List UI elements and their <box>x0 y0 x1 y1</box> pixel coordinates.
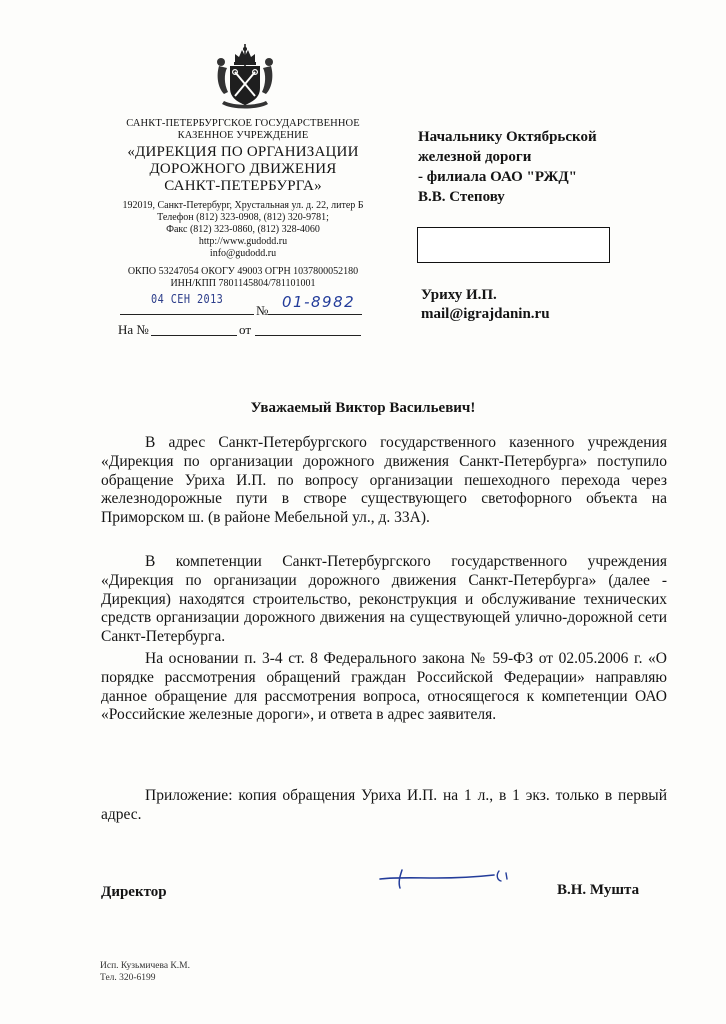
org-name-line2: ДОРОЖНОГО ДВИЖЕНИЯ <box>149 161 337 177</box>
body-paragraph-2: В компетенции Санкт-Петербургского государственного учреждения «Дирекция по организации дорожного движения Санкт-Петербурга» (далее - Дирекция) находятся строительство, реконструкция и обслуживание технических средств организации дорожного движения на существующей улично-дорожной сети Санкт-Петербурга. <box>101 553 667 646</box>
number-label: № <box>256 303 269 318</box>
handwritten-signature <box>376 862 516 890</box>
reply-number-underline <box>151 335 237 336</box>
signatory-name: В.Н. Мушта <box>557 882 640 898</box>
org-codes-line2: ИНН/КПП 7801145804/781101001 <box>170 278 316 289</box>
addressee-line4: В.В. Степову <box>418 189 505 205</box>
copy-recipient-name: Уриху И.П. <box>421 287 497 303</box>
org-name-line3: САНКТ-ПЕТЕРБУРГА» <box>164 178 322 194</box>
addressee-line2: железной дороги <box>418 149 532 165</box>
org-phone: Телефон (812) 323-0908, (812) 320-9781; <box>157 212 329 223</box>
body-paragraph-1: В адрес Санкт-Петербургского государственного казенного учреждения «Дирекция по организации дорожного движения Санкт-Петербурга» поступило обращение Уриха И.П. по вопросу организации пешеходного перехода через железнодорожные пути в створе существующего светофорного объекта на Приморском ш. (в районе Мебельной ул., д. 33А). <box>101 434 667 527</box>
org-address: 192019, Санкт-Петербург, Хрустальная ул. д. 22, литер Б <box>122 200 364 211</box>
redacted-box <box>417 227 610 263</box>
salutation: Уважаемый Виктор Васильевич! <box>250 400 476 416</box>
reply-number-label: На № <box>118 322 149 337</box>
date-underline <box>120 314 254 315</box>
body-paragraph-3: На основании п. 3-4 ст. 8 Федерального закона № 59-ФЗ от 02.05.2006 г. «О порядке рассмотрения обращений граждан Российской Федерации» направляю данное обращение для рассмотрения вопроса, относящегося к компетенции ОАО «Российские железные дороги», и ответа в адрес заявителя. <box>101 650 667 724</box>
number-underline <box>268 314 362 315</box>
org-email: info@gudodd.ru <box>209 248 277 259</box>
signatory-title: Директор <box>101 884 167 900</box>
reply-from-label: от <box>239 322 252 337</box>
org-name-line1: «ДИРЕКЦИЯ ПО ОРГАНИЗАЦИИ <box>127 144 359 160</box>
org-type-line1: САНКТ-ПЕТЕРБУРГСКОЕ ГОСУДАРСТВЕННОЕ <box>126 118 360 129</box>
addressee-line1: Начальнику Октябрьской <box>418 129 597 145</box>
org-fax: Факс (812) 323-0860, (812) 328-4060 <box>166 224 320 235</box>
org-codes-line1: ОКПО 53247054 ОКОГУ 49003 ОГРН 1037800052180 <box>127 266 359 277</box>
attachment-note: Приложение: копия обращения Уриха И.П. на 1 л., в 1 экз. только в первый адрес. <box>101 787 667 823</box>
reply-date-underline <box>255 335 361 336</box>
org-website: http://www.gudodd.ru <box>198 236 288 247</box>
addressee-line3: - филиала ОАО "РЖД" <box>418 169 577 185</box>
executor-phone: Тел. 320-6199 <box>100 973 156 983</box>
org-type-line2: КАЗЕННОЕ УЧРЕЖДЕНИЕ <box>177 130 309 141</box>
date-stamp: 04 СЕН 2013 <box>151 292 224 306</box>
copy-recipient-email: mail@igrajdanin.ru <box>421 306 550 322</box>
coat-of-arms-emblem <box>214 44 276 114</box>
outgoing-number-handwritten: 01-8982 <box>282 293 356 311</box>
executor-name: Исп. Кузьмичева К.М. <box>100 961 190 971</box>
